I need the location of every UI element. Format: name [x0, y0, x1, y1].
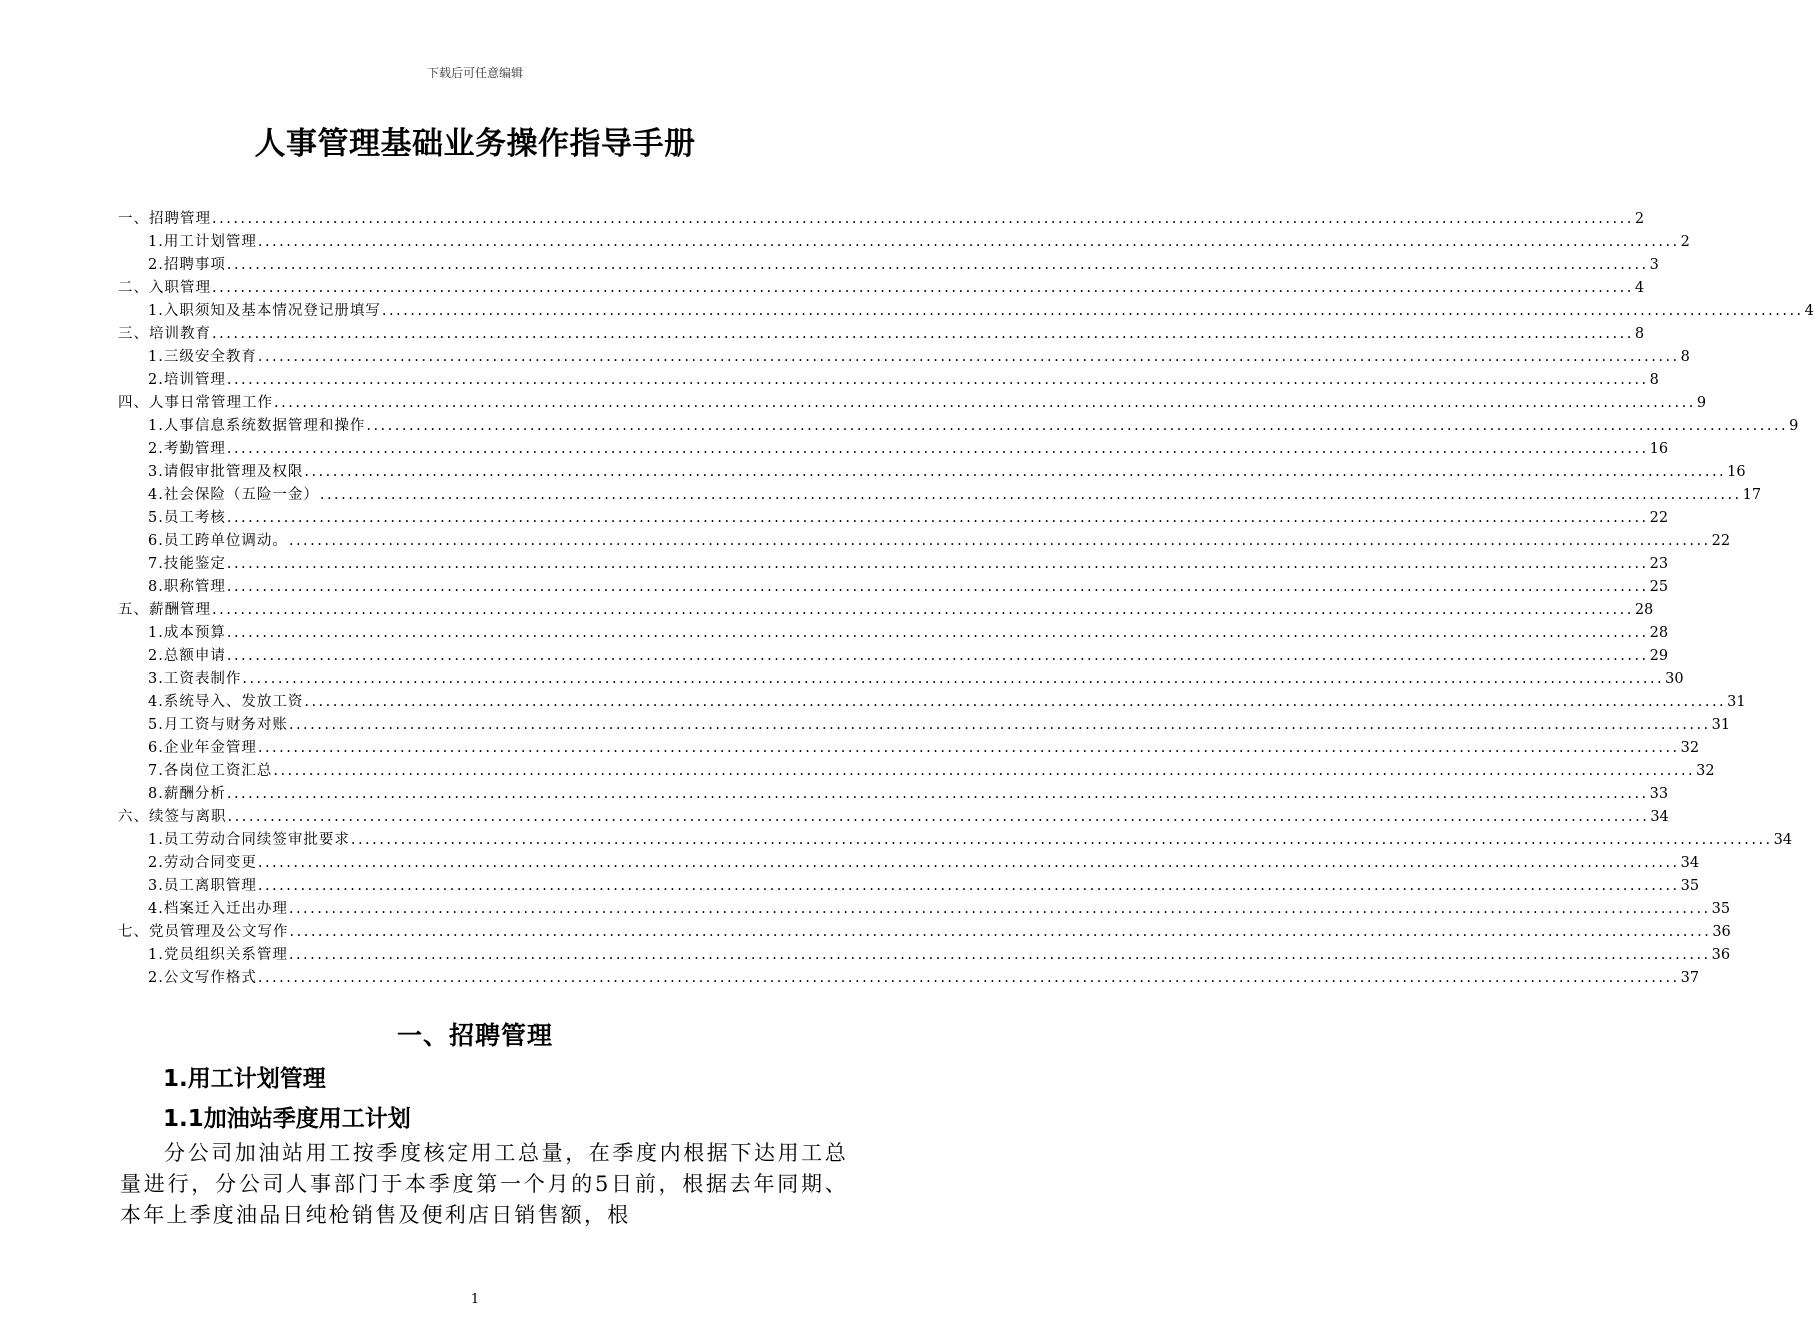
toc-dot-leader: ........................................................................................................................................................................................................ [273, 763, 1696, 779]
toc-entry-page: 2 [1634, 211, 1645, 227]
toc-dot-leader: ........................................................................................................................................................................................................ [288, 947, 1711, 963]
toc-entry[interactable] [118, 599, 1654, 622]
toc-entry-page: 33 [1649, 786, 1669, 802]
toc-entry[interactable] [118, 461, 1746, 484]
toc-entry[interactable] [118, 783, 1669, 806]
toc-entry-page: 34 [1773, 832, 1793, 848]
toc-entry-title: 5.员工考核 [148, 510, 226, 526]
document-title: 人事管理基础业务操作指导手册 [254, 126, 696, 162]
toc-entry-page: 31 [1711, 717, 1731, 733]
toc-dot-leader: ........................................................................................................................................................................................................ [289, 924, 1712, 940]
toc-entry-title: 1.三级安全教育 [148, 349, 257, 365]
toc-entry-title: 4.档案迁入迁出办理 [148, 901, 288, 917]
toc-entry[interactable] [118, 415, 1799, 438]
toc-entry-page: 16 [1649, 441, 1669, 457]
toc-dot-leader: ........................................................................................................................................................................................................ [226, 257, 1649, 273]
toc-dot-leader: ........................................................................................................................................................................................................ [226, 786, 1649, 802]
toc-entry-page: 28 [1634, 602, 1654, 618]
toc-entry-page: 29 [1649, 648, 1669, 664]
page-header: 下载后可任意编辑 [426, 66, 523, 80]
toc-dot-leader: ........................................................................................................................................................................................................ [212, 280, 1634, 296]
toc-dot-leader: ........................................................................................................................................................................................................ [212, 211, 1634, 227]
toc-entry-title: 6.员工跨单位调动。 [148, 533, 288, 549]
toc-entry-title: 六、续签与离职 [118, 809, 227, 825]
toc-entry-title: 3.员工离职管理 [148, 878, 257, 894]
toc-dot-leader: ........................................................................................................................................................................................................ [226, 556, 1649, 572]
toc-entry[interactable] [118, 691, 1746, 714]
toc-entry-title: 2.总额申请 [148, 648, 226, 664]
toc-entry-title: 1.用工计划管理 [148, 234, 257, 250]
toc-entry[interactable] [118, 346, 1690, 369]
toc-entry[interactable] [118, 760, 1715, 783]
body-paragraph: 分公司加油站用工按季度核定用工总量，在季度内根据下达用工总量进行，分公司人事部门于本季度第一个月的5日前，根据去年同期、本年上季度油品日纯枪销售及便利店日销售额，根 [120, 1141, 848, 1227]
toc-entry[interactable] [118, 737, 1700, 760]
toc-entry-title: 2.培训管理 [148, 372, 226, 388]
toc-entry[interactable] [118, 875, 1700, 898]
toc-entry-title: 6.企业年金管理 [148, 740, 257, 756]
toc-entry-title: 3.请假审批管理及权限 [148, 464, 304, 480]
toc-entry-page: 9 [1789, 418, 1799, 434]
toc-dot-leader: ........................................................................................................................................................................................................ [257, 740, 1680, 756]
toc-entry-page: 4 [1804, 303, 1814, 319]
toc-dot-leader: ........................................................................................................................................................................................................ [212, 326, 1634, 342]
toc-entry-title: 1.成本预算 [148, 625, 226, 641]
toc-dot-leader: ........................................................................................................................................................................................................ [226, 372, 1649, 388]
toc-entry[interactable] [118, 944, 1731, 967]
sub-subsection-heading: 1.1加油站季度用工计划 [163, 1106, 411, 1132]
toc-entry-page: 17 [1742, 487, 1762, 503]
toc-dot-leader: ........................................................................................................................................................................................................ [366, 418, 1789, 434]
toc-entry-title: 7.各岗位工资汇总 [148, 763, 273, 779]
toc-entry-title: 一、招聘管理 [118, 211, 211, 227]
toc-entry-title: 二、入职管理 [118, 280, 211, 296]
toc-entry-page: 34 [1680, 855, 1700, 871]
toc-entry-title: 2.考勤管理 [148, 441, 226, 457]
toc-entry-page: 8 [1634, 326, 1645, 342]
toc-entry[interactable] [118, 208, 1645, 231]
toc-dot-leader: ........................................................................................................................................................................................................ [227, 809, 1650, 825]
toc-entry-page: 31 [1727, 694, 1746, 710]
toc-entry-page: 9 [1696, 395, 1707, 411]
toc-dot-leader: ........................................................................................................................................................................................................ [226, 579, 1649, 595]
toc-dot-leader: ........................................................................................................................................................................................................ [257, 970, 1680, 986]
toc-entry[interactable] [118, 921, 1731, 944]
toc-entry[interactable] [118, 576, 1669, 599]
toc-entry[interactable] [118, 392, 1707, 415]
toc-dot-leader: ........................................................................................................................................................................................................ [350, 832, 1773, 848]
toc-entry-title: 五、薪酬管理 [118, 602, 211, 618]
toc-entry[interactable] [118, 645, 1669, 668]
toc-entry[interactable] [118, 622, 1669, 645]
toc-entry-page: 25 [1649, 579, 1669, 595]
toc-entry-title: 5.月工资与财务对账 [148, 717, 288, 733]
toc-entry-page: 23 [1649, 556, 1669, 572]
toc-entry-title: 2.劳动合同变更 [148, 855, 257, 871]
toc-entry-title: 4.社会保险（五险一金） [148, 487, 319, 503]
toc-entry-page: 8 [1649, 372, 1659, 388]
toc-dot-leader: ........................................................................................................................................................................................................ [319, 487, 1742, 503]
toc-entry[interactable] [118, 898, 1731, 921]
toc-entry[interactable] [118, 714, 1731, 737]
toc-dot-leader: ........................................................................................................................................................................................................ [226, 510, 1649, 526]
toc-dot-leader: ........................................................................................................................................................................................................ [257, 349, 1680, 365]
toc-entry-title: 四、人事日常管理工作 [118, 395, 273, 411]
toc-entry[interactable] [118, 852, 1700, 875]
toc-entry-title: 2.招聘事项 [148, 257, 226, 273]
toc-entry-page: 32 [1680, 740, 1700, 756]
toc-entry[interactable] [118, 668, 1684, 691]
toc-entry-title: 三、培训教育 [118, 326, 211, 342]
toc-entry-page: 2 [1680, 234, 1690, 250]
toc-entry[interactable] [118, 231, 1690, 254]
subsection-heading: 1.用工计划管理 [163, 1066, 326, 1092]
toc-entry[interactable] [118, 300, 1814, 323]
toc-entry-page: 35 [1711, 901, 1731, 917]
toc-entry-page: 22 [1711, 533, 1731, 549]
toc-entry[interactable] [118, 254, 1659, 277]
toc-dot-leader: ........................................................................................................................................................................................................ [274, 395, 1696, 411]
toc-dot-leader: ........................................................................................................................................................................................................ [242, 671, 1665, 687]
toc-dot-leader: ........................................................................................................................................................................................................ [226, 648, 1649, 664]
toc-entry[interactable] [118, 806, 1669, 829]
toc-dot-leader: ........................................................................................................................................................................................................ [288, 533, 1711, 549]
toc-dot-leader: ........................................................................................................................................................................................................ [304, 464, 1727, 480]
toc-entry-title: 1.员工劳动合同续签审批要求 [148, 832, 350, 848]
toc-entry-title: 1.人事信息系统数据管理和操作 [148, 418, 366, 434]
toc-entry-title: 2.公文写作格式 [148, 970, 257, 986]
toc-entry[interactable] [118, 277, 1645, 300]
toc-entry-title: 七、党员管理及公文写作 [118, 924, 289, 940]
toc-entry-page: 4 [1634, 280, 1645, 296]
page-number: 1 [470, 1292, 480, 1307]
toc-dot-leader: ........................................................................................................................................................................................................ [226, 441, 1649, 457]
toc-dot-leader: ........................................................................................................................................................................................................ [304, 694, 1727, 710]
toc-entry-title: 7.技能鉴定 [148, 556, 226, 572]
toc-entry-page: 36 [1711, 947, 1731, 963]
toc-dot-leader: ........................................................................................................................................................................................................ [212, 602, 1634, 618]
toc-entry[interactable] [118, 553, 1669, 576]
toc-entry[interactable] [118, 530, 1731, 553]
toc-entry-title: 8.薪酬分析 [148, 786, 226, 802]
toc-entry-page: 30 [1665, 671, 1684, 687]
toc-entry-page: 36 [1712, 924, 1731, 940]
toc-entry[interactable] [118, 829, 1793, 852]
toc-entry[interactable] [118, 369, 1659, 392]
toc-entry-page: 8 [1680, 349, 1690, 365]
toc-entry-title: 4.系统导入、发放工资 [148, 694, 304, 710]
toc-dot-leader: ........................................................................................................................................................................................................ [257, 878, 1680, 894]
toc-entry[interactable] [118, 323, 1645, 346]
toc-dot-leader: ........................................................................................................................................................................................................ [257, 234, 1680, 250]
table-of-contents [118, 208, 1814, 990]
toc-entry-title: 1.入职须知及基本情况登记册填写 [148, 303, 381, 319]
toc-dot-leader: ........................................................................................................................................................................................................ [257, 855, 1680, 871]
toc-dot-leader: ........................................................................................................................................................................................................ [381, 303, 1804, 319]
toc-entry-page: 32 [1696, 763, 1715, 779]
toc-entry[interactable] [118, 507, 1669, 530]
toc-entry[interactable] [118, 438, 1669, 461]
toc-entry-title: 1.党员组织关系管理 [148, 947, 288, 963]
toc-entry[interactable] [118, 484, 1762, 507]
toc-entry-page: 3 [1649, 257, 1659, 273]
toc-entry-page: 22 [1649, 510, 1669, 526]
toc-dot-leader: ........................................................................................................................................................................................................ [288, 901, 1711, 917]
toc-entry-title: 8.职称管理 [148, 579, 226, 595]
toc-dot-leader: ........................................................................................................................................................................................................ [226, 625, 1649, 641]
toc-entry-title: 3.工资表制作 [148, 671, 242, 687]
toc-entry[interactable] [118, 967, 1700, 990]
section-heading: 一、招聘管理 [396, 1021, 553, 1050]
toc-entry-page: 35 [1680, 878, 1700, 894]
toc-entry-page: 16 [1727, 464, 1746, 480]
toc-dot-leader: ........................................................................................................................................................................................................ [288, 717, 1711, 733]
toc-entry-page: 28 [1649, 625, 1669, 641]
toc-entry-page: 34 [1650, 809, 1669, 825]
toc-entry-page: 37 [1680, 970, 1700, 986]
